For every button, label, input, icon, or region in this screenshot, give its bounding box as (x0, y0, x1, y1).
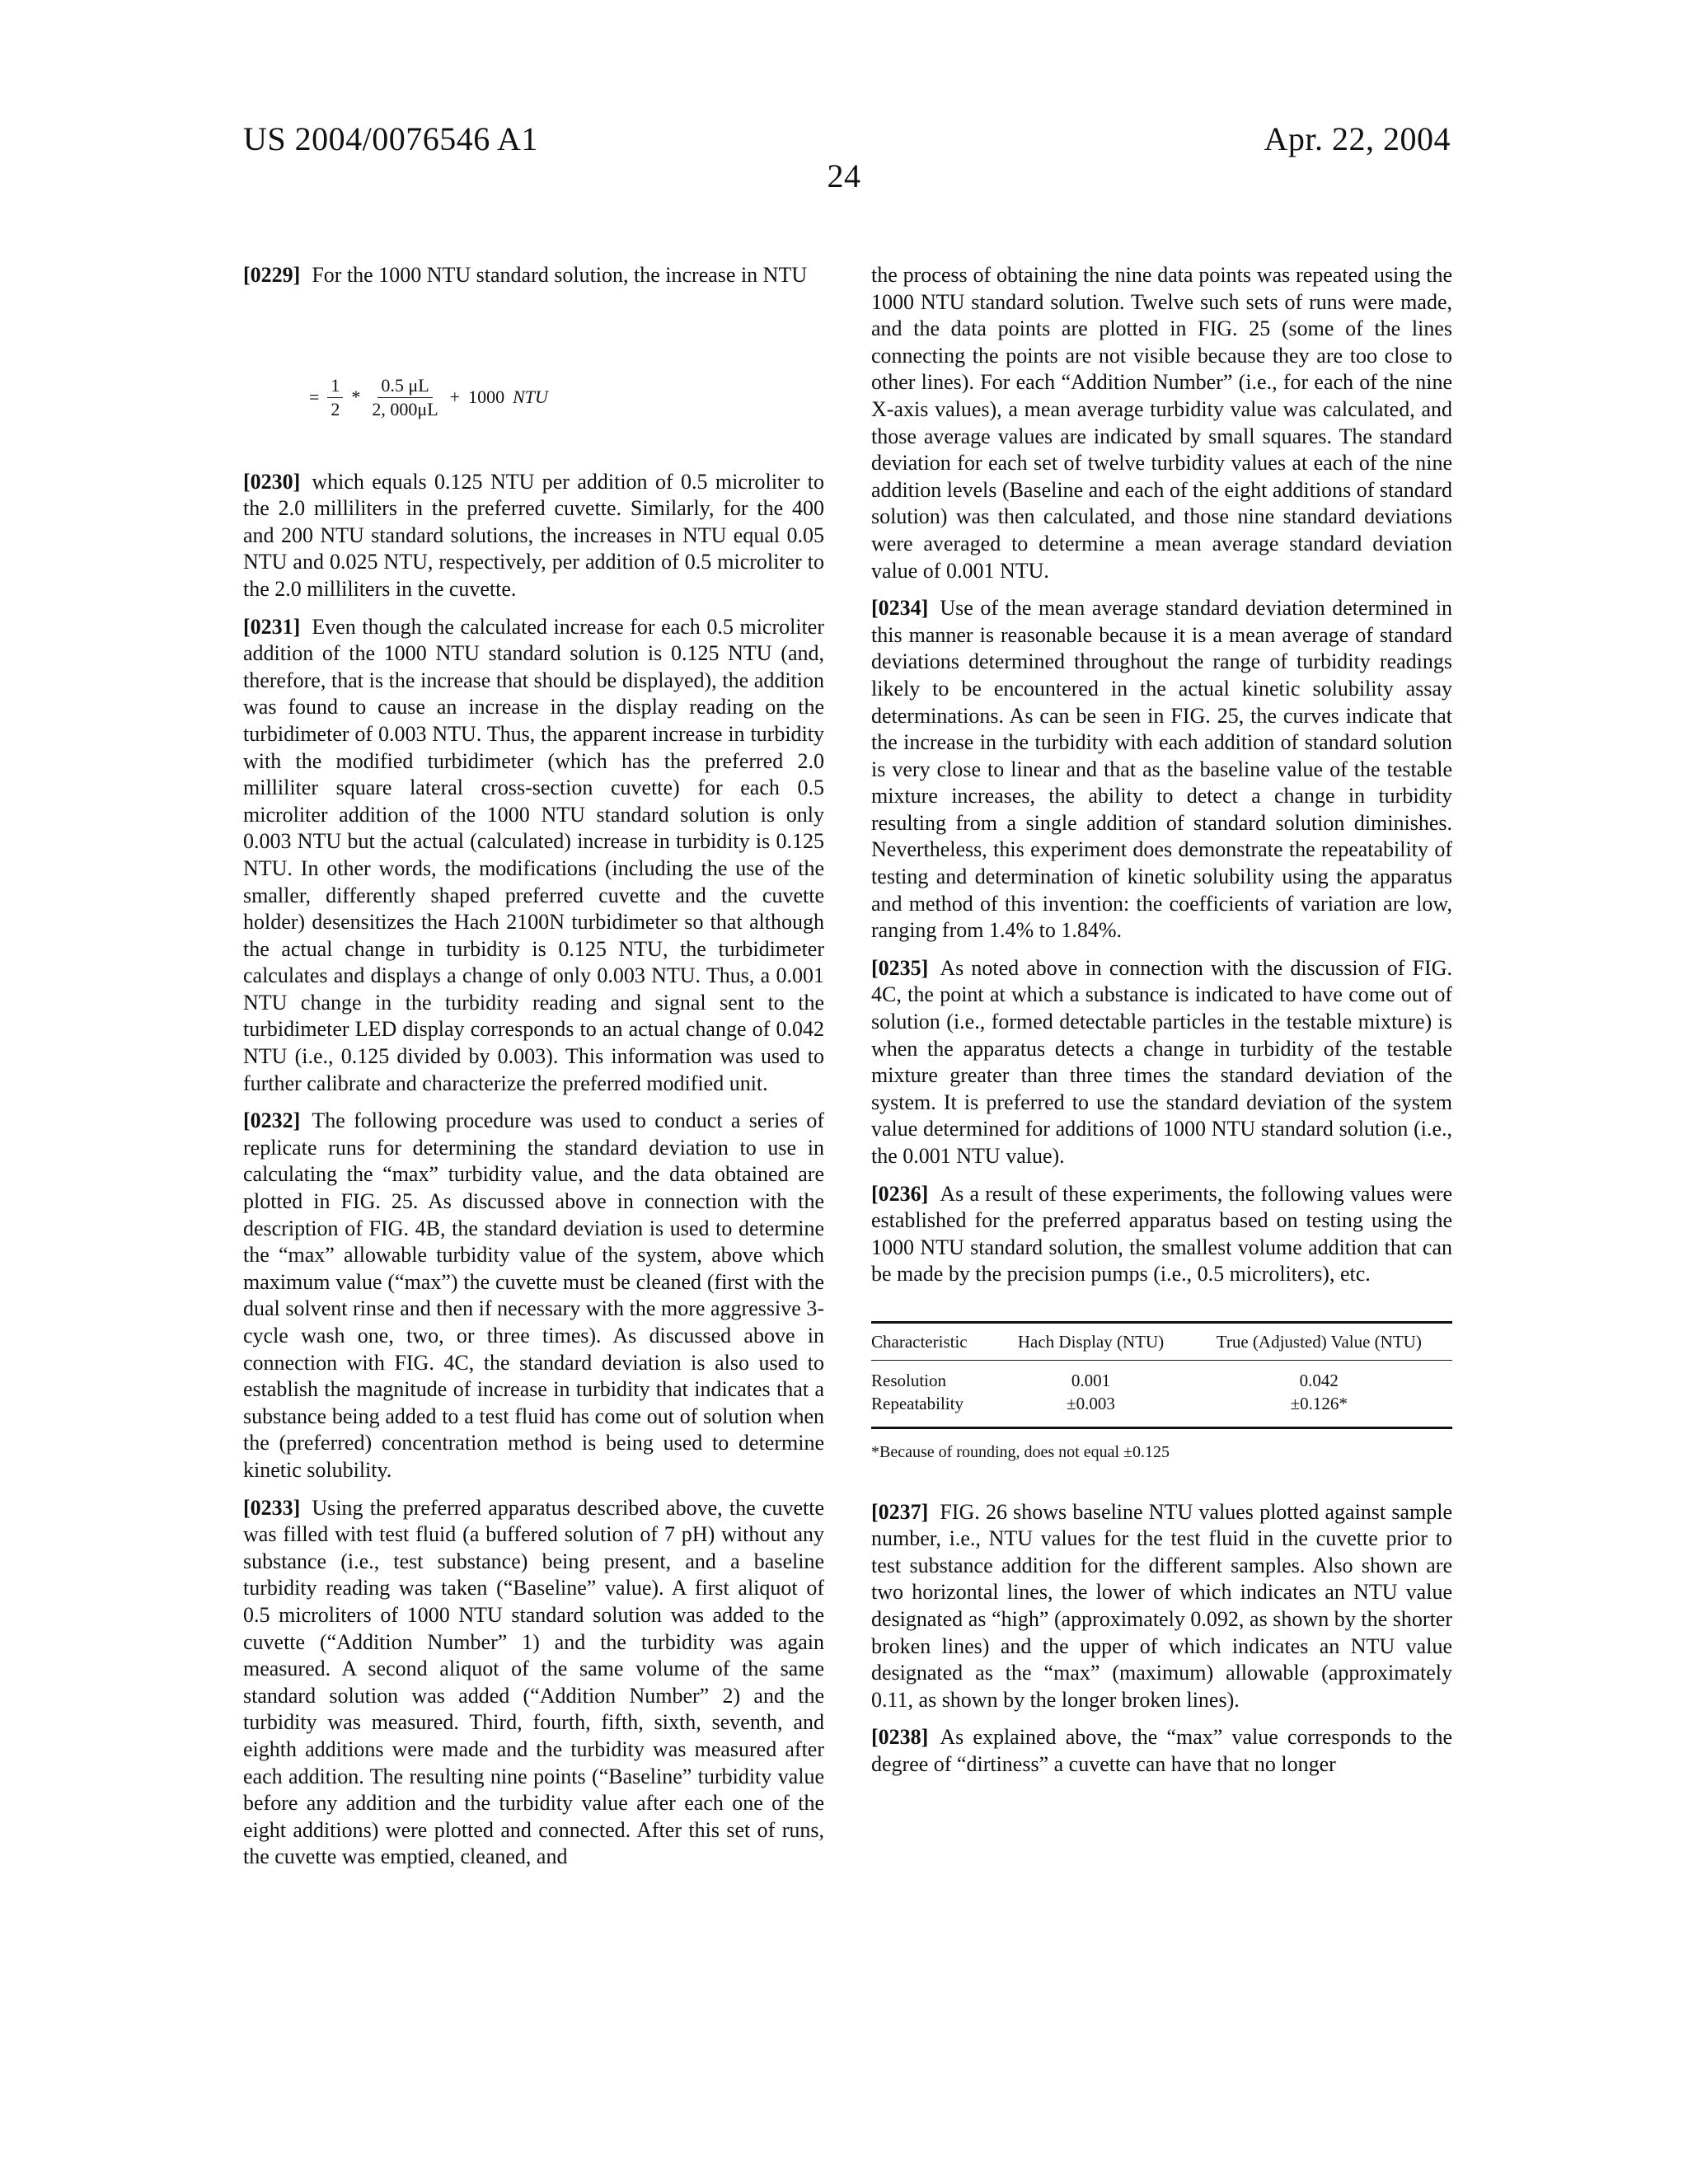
paragraph-0233-continued (871, 262, 1452, 584)
table-cell: Resolution (871, 1370, 947, 1390)
paragraph-number: [0230] (243, 469, 301, 494)
paragraph-text: which equals 0.125 NTU per addition of 0.5 microliter to the 2.0 milliliters in the preferred cuvette. Similarly, for the 400 and 200 NTU standard solutions, the increases in NTU equal 0.05 NTU and 0.025 NTU, respectively, per addition of 0.5 microliter to the 2.0 milliliters in the cuvette. (243, 469, 824, 601)
paragraph-text: As explained above, the “max” value corresponds to the degree of “dirtiness” a cuvette can have that no longer (871, 1725, 1452, 1776)
paragraph-number: [0236] (871, 1181, 929, 1206)
paragraph-0234 (871, 595, 1452, 944)
equation-volume-fraction (368, 374, 441, 421)
paragraph-text: For the 1000 NTU standard solution, the increase in NTU (312, 263, 808, 287)
paragraph-number: [0233] (243, 1495, 301, 1520)
equation-plus: + (449, 386, 461, 407)
paragraph-text: Even though the calculated increase for each 0.5 microliter addition of the 1000 NTU standard solution is 0.125 NTU (and, therefore, that is the increase that should be displayed), the addition was found to cause an increase in the display reading on the turbidimeter of 0.003 NTU. Thus, the apparent increase in turbidity with the modified turbidimeter (which has the preferred 2.0 milliliter square lateral cross-section cuvette) for each 0.5 microliter addition of the 1000 NTU standard solution is only 0.003 NTU but the actual (calculated) increase in turbidity is 0.125 NTU. In other words, the modifications (including the use of the smaller, differently shaped preferred cuvette and the cuvette holder) desensitizes the Hach 2100N turbidimeter so that although the actual change in turbidity is 0.125 NTU, the turbidimeter calculates and displays a change of only 0.003 NTU. Thus, a 0.001 NTU change in the turbidity reading and signal sent to the turbidimeter LED display corresponds to an actual change of 0.042 NTU (i.e., 0.125 divided by 0.003). This information was used to further calibrate and characterize the preferred modified unit. (243, 614, 824, 1095)
calibration-data-table (871, 1324, 1452, 1429)
paragraph-0231 (243, 614, 824, 1098)
table-cell: ±0.003 (996, 1392, 1185, 1428)
paragraph-0238 (871, 1724, 1452, 1778)
paragraph-number: [0229] (243, 263, 301, 287)
table-cell: 0.042 (1299, 1370, 1339, 1390)
paragraph-text: The following procedure was used to conduct a series of replicate runs for determining the standard deviation to use in calculating the “max” turbidity value, and the data obtained are plotted in FIG. 25. As discussed above in connection with the description of FIG. 4B, the standard deviation is used to determine the “max” allowable turbidity value of the system, above which maximum value (“max”) the cuvette must be cleaned (first with the dual solvent rinse and then if necessary with the more aggressive 3-cycle wash one, two, or three times). As discussed above in connection with FIG. 4C, the standard deviation is also used to establish the magnitude of increase in turbidity that indicates that a substance being added to a test fluid has come out of solution when the (preferred) concentration method is being used to determine kinetic solubility. (243, 1108, 824, 1482)
paragraph-number: [0232] (243, 1108, 301, 1133)
paragraph-number: [0238] (871, 1725, 929, 1750)
paragraph-0235 (871, 955, 1452, 1170)
paragraph-number: [0235] (871, 955, 929, 980)
equation-times: * (351, 386, 361, 407)
paragraph-text: Using the preferred apparatus described above, the cuvette was filled with test fluid (a buffered solution of 7 pH) without any substance (i.e., test substance) being present, and a baseline turbidity reading was taken (“Baseline” value). A first aliquot of 0.5 microliters of 1000 NTU standard solution was added to the cuvette (“Addition Number” 1) and the turbidity was again measured. A second aliquot of the same volume of the same standard solution was added (“Addition Number” 2) and the turbidity was measured. Third, fourth, fifth, sixth, seventh, and eighth additions were made and the turbidity was measured after each addition. The resulting nine points (“Baseline” turbidity value before any addition and the turbidity value after each one of the eight additions) were plotted and connected. After this set of runs, the cuvette was emptied, cleaned, and (243, 1495, 824, 1869)
paragraph-text: Use of the mean average standard deviation determined in this manner is reasonable because it is a mean average of standard deviations determined throughout the range of turbidity readings likely to be encountered in the actual kinetic solubility assay determinations. As can be seen in FIG. 25, the curves indicate that the increase in the turbidity with each addition of standard solution is very close to linear and that as the baseline value of the testable mixture increases, the ability to detect a change in turbidity resulting from a single addition of standard solution diminishes. Nevertheless, this experiment does demonstrate the repeatability of testing and determination of kinetic solubility using the apparatus and method of this invention: the coefficients of variation are low, ranging from 1.4% to 1.84%. (871, 596, 1452, 943)
equation-unit: NTU (513, 386, 548, 407)
table-header-cell: Hach Display (NTU) (996, 1324, 1185, 1361)
fraction-numerator: 1 (327, 374, 343, 398)
table-header-cell: Characteristic (871, 1324, 996, 1361)
fraction-denominator: 2 (331, 398, 340, 419)
paragraph-0229 (243, 262, 824, 289)
fraction-denominator: 2, 000μL (372, 398, 438, 419)
fraction-numerator: 0.5 μL (377, 374, 432, 398)
table-row (871, 1392, 1452, 1428)
equation-value: 1000 (468, 386, 505, 407)
page-number: 24 (827, 157, 861, 194)
paragraph-number: [0237] (871, 1499, 929, 1524)
ntu-increase-equation (243, 300, 824, 469)
table-row (871, 1360, 1452, 1392)
paragraph-0230 (243, 469, 824, 603)
paragraph-number: [0234] (871, 596, 929, 621)
paragraph-text: As a result of these experiments, the following values were established for the preferred apparatus based on testing using the 1000 NTU standard solution, the smallest volume addition that can be made by the precision pumps (i.e., 0.5 microliters), etc. (871, 1181, 1452, 1286)
patent-number: US 2004/0076546 A1 (243, 120, 538, 157)
paragraph-text: As noted above in connection with the discussion of FIG. 4C, the point at which a substance is indicated to have come out of solution (i.e., formed detectable particles in the testable mixture) is when the apparatus detects a change in turbidity of the testable mixture greater than three times the standard deviation of the system. It is preferred to use the standard deviation of the system value determined for additions of 1000 NTU standard solution (i.e., the 0.001 NTU value). (871, 955, 1452, 1168)
table-footnote: *Because of rounding, does not equal ±0.125 (871, 1442, 1170, 1461)
table-cell: Repeatability (871, 1392, 996, 1428)
table-header-cell: True (Adjusted) Value (NTU) (1186, 1324, 1452, 1361)
paragraph-text: FIG. 26 shows baseline NTU values plotted against sample number, i.e., NTU values for the test fluid in the cuvette prior to test substance addition for the different samples. Also shown are two horizontal lines, the lower of which indicates an NTU value designated as “high” (approximately 0.092, as shown by the shorter broken lines) and the upper of which indicates an NTU value designated as the “max” (maximum) allowable (approximately 0.11, as shown by the longer broken lines). (871, 1499, 1452, 1712)
equation-equals: = (309, 386, 320, 407)
paragraph-0237 (871, 1499, 1452, 1714)
equation-half-fraction (327, 374, 343, 421)
paragraph-text: the process of obtaining the nine data points was repeated using the 1000 NTU standard solution. Twelve such sets of runs were made, and the data points are plotted in FIG. 25 (some of the lines connecting the points are not visible because they are too close to other lines). For each “Addition Number” (i.e., for each of the nine X-axis values), a mean average turbidity value was calculated, and those average values are indicated by small squares. The standard deviation for each set of twelve turbidity values at each of the nine addition levels (Baseline and each of the eight additions of standard solution) was then calculated, and those nine standard deviations were averaged to determine a mean average standard deviation value of 0.001 NTU. (871, 263, 1452, 583)
table-cell: ±0.126* (1186, 1392, 1452, 1428)
table-cell: 0.001 (1071, 1370, 1111, 1390)
paragraph-0236 (871, 1181, 1452, 1288)
left-column (243, 262, 824, 1882)
paragraph-number: [0231] (243, 614, 301, 639)
calibration-table (871, 1321, 1452, 1466)
paragraph-0232 (243, 1108, 824, 1483)
publication-date: Apr. 22, 2004 (1264, 120, 1451, 157)
table-header-row (871, 1324, 1452, 1361)
right-column (871, 262, 1452, 1789)
paragraph-0233 (243, 1495, 824, 1871)
